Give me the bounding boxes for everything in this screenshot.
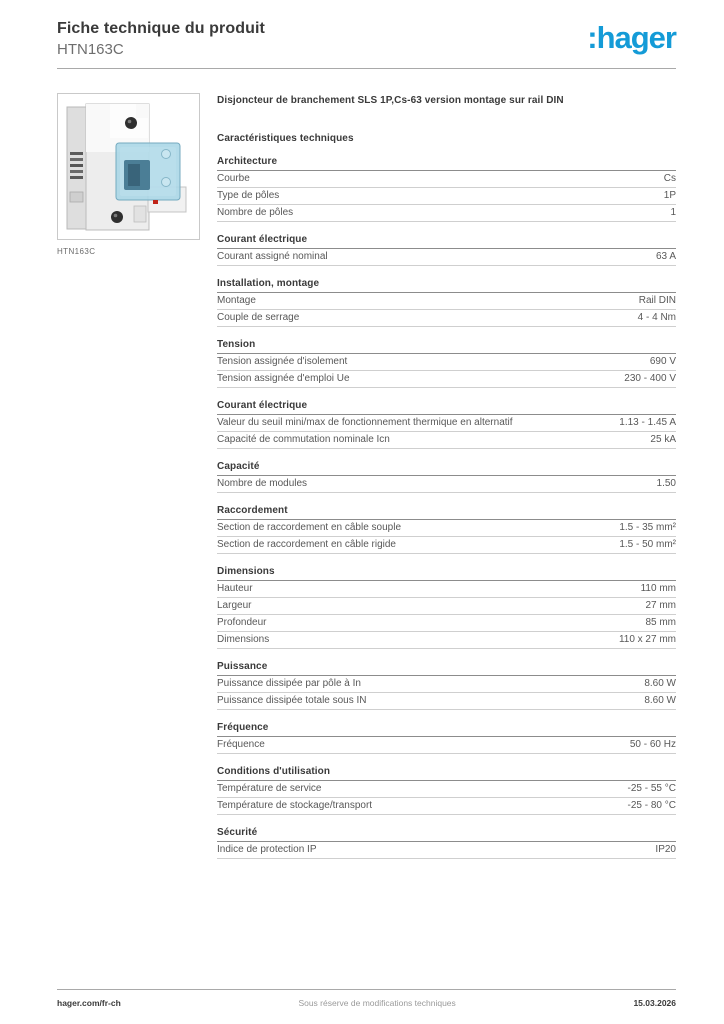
- spec-value: 4 - 4 Nm: [637, 312, 676, 323]
- spec-row: [217, 537, 676, 554]
- spec-section-title: Puissance: [217, 661, 676, 676]
- spec-label: Température de service: [217, 783, 322, 794]
- spec-value: 230 - 400 V: [624, 373, 676, 384]
- spec-value: 1.13 - 1.45 A: [619, 417, 676, 428]
- spec-value: 85 mm: [645, 617, 676, 628]
- spec-row: [217, 615, 676, 632]
- spec-section-title: Raccordement: [217, 505, 676, 520]
- spec-section-title: Dimensions: [217, 566, 676, 581]
- spec-label: Section de raccordement en câble souple: [217, 522, 402, 533]
- spec-value: 1P: [663, 190, 676, 201]
- spec-value: 110 mm: [640, 583, 676, 594]
- spec-label: Hauteur: [217, 583, 253, 594]
- spec-section: [217, 234, 676, 266]
- product-reference: HTN163C: [57, 41, 124, 58]
- spec-row: [217, 842, 676, 859]
- spec-label: Fréquence: [217, 739, 265, 750]
- spec-section: [217, 505, 676, 554]
- spec-section-rows: [217, 581, 676, 649]
- spec-value: 25 kA: [650, 434, 676, 445]
- spec-row: [217, 798, 676, 815]
- spec-label: Couple de serrage: [217, 312, 300, 323]
- spec-value: Cs: [663, 173, 676, 184]
- spec-section-rows: [217, 676, 676, 710]
- main-content: [57, 93, 676, 859]
- spec-row: [217, 520, 676, 537]
- page-header: [57, 20, 676, 58]
- spec-section-title: Installation, montage: [217, 278, 676, 293]
- spec-row: [217, 632, 676, 649]
- header-divider: [57, 68, 676, 69]
- spec-section: [217, 400, 676, 449]
- page-footer: [57, 989, 676, 1008]
- spec-label: Largeur: [217, 600, 252, 611]
- spec-section-title: Architecture: [217, 156, 676, 171]
- product-image-column: [57, 93, 200, 256]
- spec-row: [217, 371, 676, 388]
- circuit-breaker-illustration: [58, 94, 199, 239]
- page-title: Fiche technique du produit: [57, 20, 265, 37]
- spec-value: -25 - 55 °C: [627, 783, 676, 794]
- spec-section-rows: [217, 415, 676, 449]
- spec-row: [217, 205, 676, 222]
- spec-row: [217, 693, 676, 710]
- spec-label: Montage: [217, 295, 256, 306]
- spec-label: Type de pôles: [217, 190, 280, 201]
- spec-label: Profondeur: [217, 617, 267, 628]
- hager-logo: :hager: [587, 20, 676, 55]
- spec-row: [217, 581, 676, 598]
- footer-disclaimer: Sous réserve de modifications techniques: [298, 998, 456, 1008]
- spec-label: Puissance dissipée par pôle à In: [217, 678, 361, 689]
- spec-sections: [217, 156, 676, 859]
- spec-label: Section de raccordement en câble rigide: [217, 539, 396, 550]
- spec-value: 1.50: [656, 478, 676, 489]
- footer-divider: [57, 989, 676, 990]
- spec-label: Tension assignée d'emploi Ue: [217, 373, 350, 384]
- product-description: Disjoncteur de branchement SLS 1P,Cs-63 version montage sur rail DIN: [217, 95, 564, 106]
- spec-value: 1.5 - 35 mm²: [619, 522, 676, 533]
- spec-row: [217, 781, 676, 798]
- spec-row: [217, 432, 676, 449]
- spec-value: 27 mm: [645, 600, 676, 611]
- spec-section-rows: [217, 476, 676, 493]
- product-image: [57, 93, 200, 240]
- spec-row: [217, 249, 676, 266]
- spec-label: Capacité de commutation nominale Icn: [217, 434, 390, 445]
- spec-label: Indice de protection IP: [217, 844, 317, 855]
- spec-section-rows: [217, 737, 676, 754]
- spec-section: [217, 278, 676, 327]
- spec-value: Rail DIN: [638, 295, 676, 306]
- spec-section-rows: [217, 249, 676, 266]
- spec-row: [217, 293, 676, 310]
- spec-value: IP20: [655, 844, 676, 855]
- spec-column: [217, 93, 676, 859]
- spec-label: Dimensions: [217, 634, 270, 645]
- spec-section-title: Courant électrique: [217, 400, 676, 415]
- spec-table-title: Caractéristiques techniques: [217, 133, 354, 144]
- spec-value: 110 x 27 mm: [618, 634, 676, 645]
- footer-date: 15.03.2026: [633, 998, 676, 1008]
- spec-value: 690 V: [649, 356, 676, 367]
- spec-section-title: Sécurité: [217, 827, 676, 842]
- spec-section-title: Tension: [217, 339, 676, 354]
- spec-value: 50 - 60 Hz: [629, 739, 676, 750]
- spec-row: [217, 598, 676, 615]
- spec-section-title: Capacité: [217, 461, 676, 476]
- spec-label: Puissance dissipée totale sous IN: [217, 695, 367, 706]
- spec-row: [217, 476, 676, 493]
- spec-label: Nombre de pôles: [217, 207, 294, 218]
- spec-label: Courbe: [217, 173, 250, 184]
- spec-section: [217, 339, 676, 388]
- spec-section-rows: [217, 781, 676, 815]
- spec-value: 8.60 W: [644, 678, 676, 689]
- spec-row: [217, 415, 676, 432]
- spec-section: [217, 661, 676, 710]
- spec-value: 1.5 - 50 mm²: [619, 539, 676, 550]
- spec-section: [217, 722, 676, 754]
- spec-section-title: Conditions d'utilisation: [217, 766, 676, 781]
- spec-value: 8.60 W: [644, 695, 676, 706]
- spec-section-title: Courant électrique: [217, 234, 676, 249]
- spec-value: 63 A: [655, 251, 676, 262]
- spec-section-rows: [217, 842, 676, 859]
- spec-label: Température de stockage/transport: [217, 800, 373, 811]
- spec-row: [217, 354, 676, 371]
- spec-section: [217, 566, 676, 649]
- spec-section: [217, 156, 676, 222]
- spec-row: [217, 171, 676, 188]
- spec-section-title: Fréquence: [217, 722, 676, 737]
- spec-section: [217, 461, 676, 493]
- product-image-caption: HTN163C: [57, 247, 96, 256]
- spec-section-rows: [217, 293, 676, 327]
- spec-row: [217, 188, 676, 205]
- spec-row: [217, 737, 676, 754]
- spec-value: 1: [670, 207, 676, 218]
- spec-label: Tension assignée d'isolement: [217, 356, 348, 367]
- spec-value: -25 - 80 °C: [627, 800, 676, 811]
- spec-section-rows: [217, 354, 676, 388]
- spec-section-rows: [217, 171, 676, 222]
- spec-row: [217, 310, 676, 327]
- spec-label: Valeur du seuil mini/max de fonctionnement thermique en alternatif: [217, 417, 513, 428]
- spec-section-rows: [217, 520, 676, 554]
- spec-label: Nombre de modules: [217, 478, 308, 489]
- spec-section: [217, 766, 676, 815]
- footer-website: hager.com/fr-ch: [57, 998, 121, 1008]
- spec-row: [217, 676, 676, 693]
- spec-section: [217, 827, 676, 859]
- spec-label: Courant assigné nominal: [217, 251, 328, 262]
